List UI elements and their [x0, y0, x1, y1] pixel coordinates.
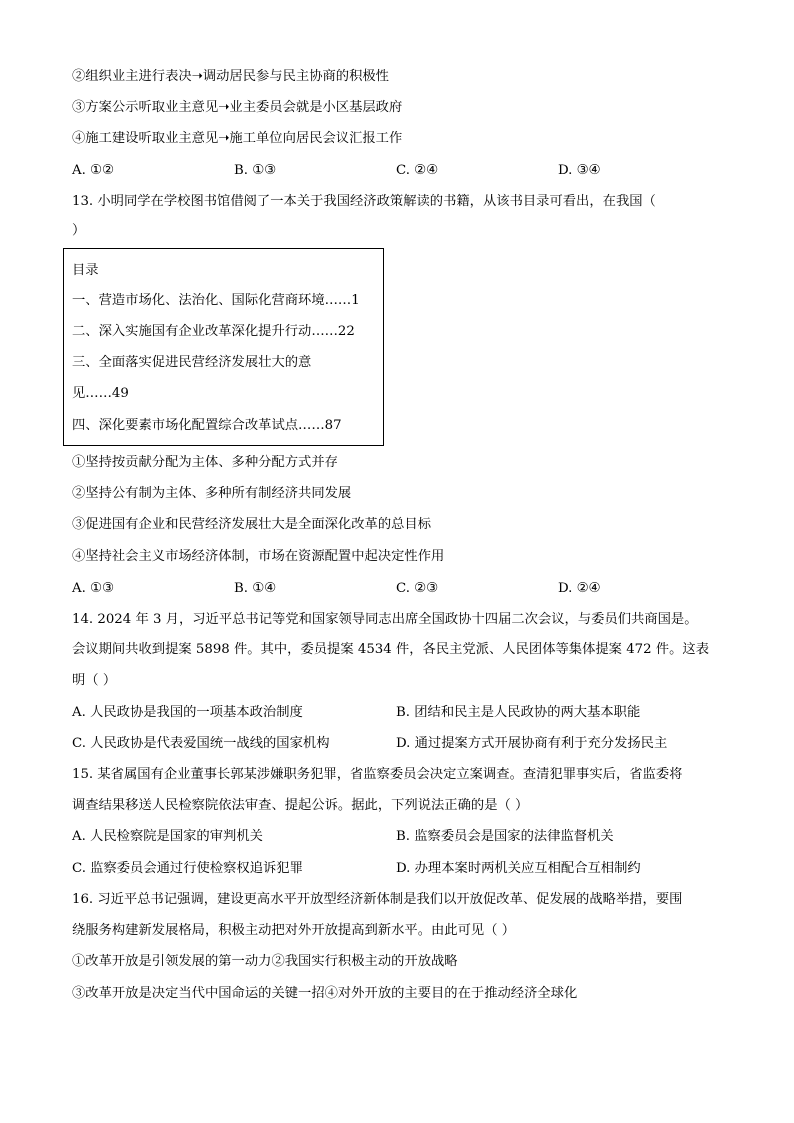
q14-option-d[interactable]: D. 通过提案方式开展协商有利于充分发扬民主	[396, 736, 668, 751]
q14-options-row1	[72, 704, 732, 722]
q13-item-2: ②坚持公有制为主体、多种所有制经济共同发展	[72, 486, 352, 501]
q13-item-1: ①坚持按贡献分配为主体、多种分配方式并存	[72, 455, 338, 470]
q12-item-3: ③方案公示听取业主意见➝业主委员会就是小区基层政府	[72, 100, 403, 115]
q13-option-b[interactable]: B. ①④	[234, 581, 277, 596]
q14-option-c[interactable]: C. 人民政协是代表爱国统一战线的国家机构	[72, 736, 330, 751]
q16-item-line2: ③改革开放是决定当代中国命运的关键一招④对外开放的主要目的在于推动经济全球化	[72, 986, 578, 1001]
q13-stem-line2: ）	[72, 223, 86, 238]
q15-option-c[interactable]: C. 监察委员会通过行使检察权追诉犯罪	[72, 861, 303, 876]
q13-stem-line1: 13. 小明同学在学校图书馆借阅了一本关于我国经济政策解读的书籍，从该书目录可看出，在我国（	[72, 194, 656, 209]
q15-option-d[interactable]: D. 办理本案时两机关应互相配合互相制约	[396, 861, 641, 876]
q14-stem-line3: 明（ ）	[72, 673, 117, 688]
q12-option-b[interactable]: B. ①③	[234, 163, 277, 178]
q13-option-d[interactable]: D. ②④	[558, 581, 601, 596]
q15-options-row1	[72, 828, 732, 846]
q13-option-c[interactable]: C. ②③	[396, 581, 438, 596]
q13-item-3: ③促进国有企业和民营经济发展壮大是全面深化改革的总目标	[72, 517, 432, 532]
q16-stem-line1: 16. 习近平总书记强调，建设更高水平开放型经济新体制是我们以开放促改革、促发展的战略举措，要围	[72, 892, 683, 907]
q16-item-line1: ①改革开放是引领发展的第一动力②我国实行积极主动的开放战略	[72, 954, 458, 969]
q12-option-a[interactable]: A. ①②	[72, 163, 114, 178]
q14-option-b[interactable]: B. 团结和民主是人民政协的两大基本职能	[396, 705, 641, 720]
toc-line-2: 二、深入实施国有企业改革深化提升行动……22	[72, 324, 355, 339]
q14-stem-line2: 会议期间共收到提案 5898 件。其中，委员提案 4534 件，各民主党派、人民团体等集体提案 472 件。这表	[72, 642, 709, 657]
toc-title: 目录	[72, 263, 99, 278]
q12-option-d[interactable]: D. ③④	[558, 163, 601, 178]
q12-item-2: ②组织业主进行表决➝调动居民参与民主协商的积极性	[72, 69, 389, 84]
toc-line-4: 见……49	[72, 386, 129, 401]
q16-stem-line2: 绕服务构建新发展格局，积极主动把对外开放提高到新水平。由此可见（ ）	[72, 923, 516, 938]
book-toc-box	[63, 248, 384, 446]
q14-stem-line1: 14. 2024 年 3 月，习近平总书记等党和国家领导同志出席全国政协十四届二次会议，与委员们共商国是。	[72, 612, 698, 627]
q12-item-4: ④施工建设听取业主意见➝施工单位向居民会议汇报工作	[72, 131, 403, 146]
q15-option-b[interactable]: B. 监察委员会是国家的法律监督机关	[396, 829, 614, 844]
toc-line-5: 四、深化要素市场化配置综合改革试点……87	[72, 418, 342, 433]
q14-options-row2	[72, 735, 732, 753]
toc-line-3: 三、全面落实促进民营经济发展壮大的意	[72, 355, 312, 370]
q13-options	[72, 580, 732, 598]
q13-option-a[interactable]: A. ①③	[72, 581, 114, 596]
q12-option-c[interactable]: C. ②④	[396, 163, 438, 178]
toc-line-1: 一、营造市场化、法治化、国际化营商环境……1	[72, 293, 360, 308]
q15-stem-line1: 15. 某省属国有企业董事长郭某涉嫌职务犯罪，省监察委员会决定立案调查。查清犯罪事实后，省监委将	[72, 767, 683, 782]
q15-stem-line2: 调查结果移送人民检察院依法审查、提起公诉。据此，下列说法正确的是（ ）	[72, 798, 529, 813]
q15-option-a[interactable]: A. 人民检察院是国家的审判机关	[72, 829, 263, 844]
q14-option-a[interactable]: A. 人民政协是我国的一项基本政治制度	[72, 705, 303, 720]
q12-options	[72, 162, 732, 180]
q13-item-4: ④坚持社会主义市场经济体制，市场在资源配置中起决定性作用	[72, 549, 445, 564]
q15-options-row2	[72, 860, 732, 878]
